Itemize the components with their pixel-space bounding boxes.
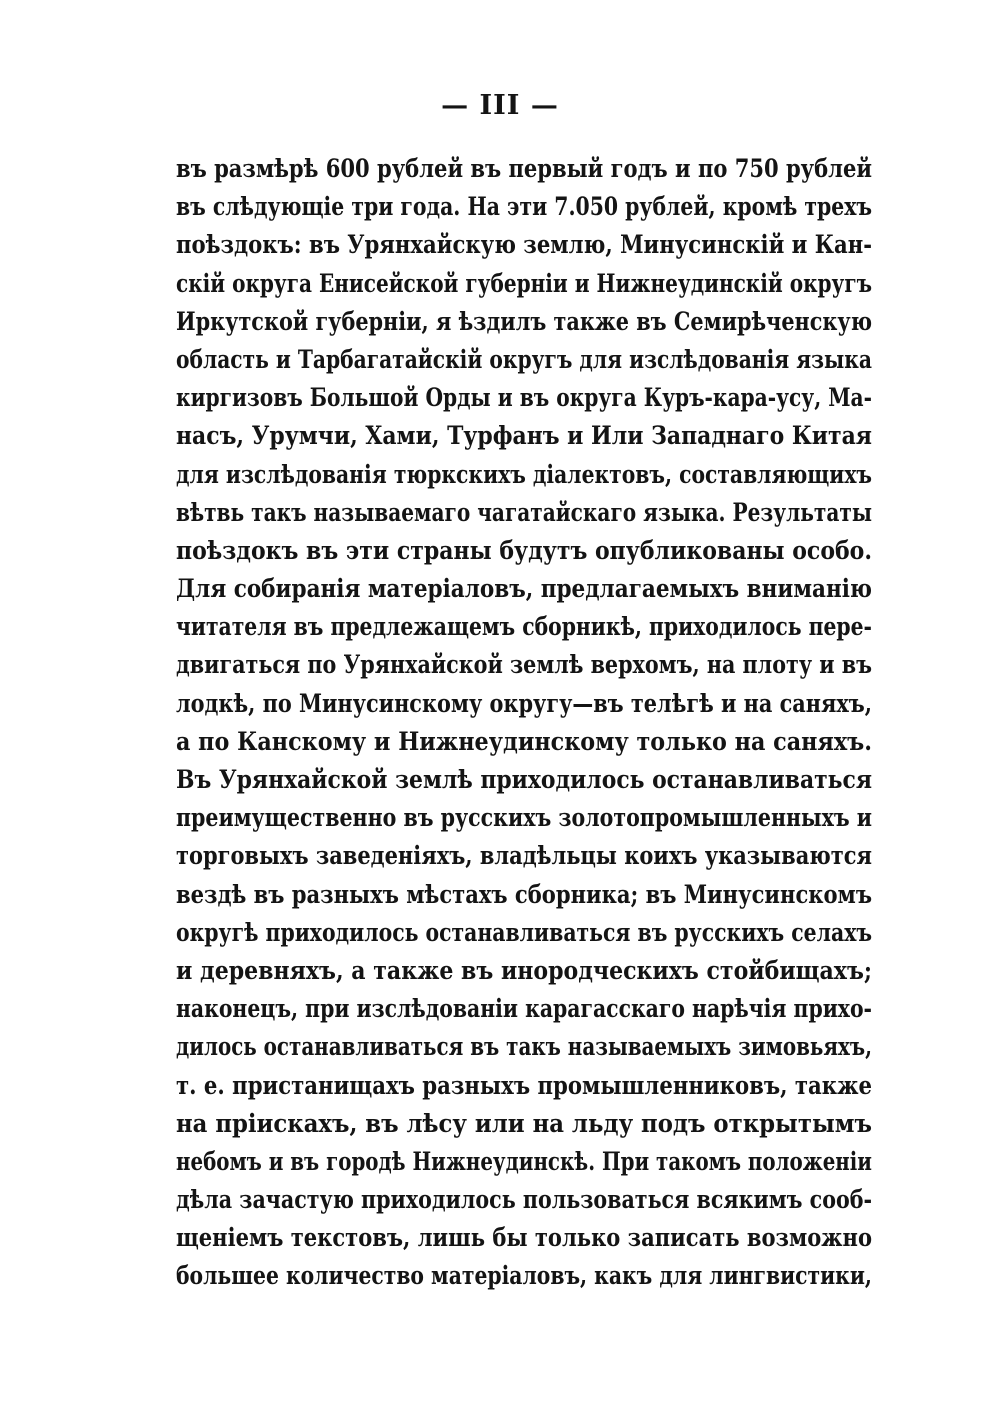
text-line: наконецъ, при изслѣдованіи карагасскаго нарѣчія прихо- xyxy=(176,994,872,1024)
text-line: скій округа Енисейской губерніи и Нижнеудинскій округъ xyxy=(176,268,872,298)
text-line: вездѣ въ разныхъ мѣстахъ сборника; въ Минусинскомъ xyxy=(176,879,872,909)
text-line: для изслѣдованія тюркскихъ діалектовъ, составляющихъ xyxy=(176,459,872,489)
text-line: въ размѣрѣ 600 рублей въ первый годъ и по 750 рублей xyxy=(176,154,872,183)
text-line: въ слѣдующіе три года. На эти 7.050 рублей, кромѣ трехъ xyxy=(176,192,872,222)
text-line: вѣтвь такъ называемаго чагатайскаго языка. Результаты xyxy=(176,497,872,527)
text-line: на пріискахъ, въ лѣсу или на льду подъ открытымъ xyxy=(176,1108,872,1138)
page-number: — III — xyxy=(441,90,559,121)
text-line: большее количество матеріаловъ, какъ для лингвистики, xyxy=(176,1261,872,1291)
text-line: Для собиранія матеріаловъ, предлагаемыхъ вниманію xyxy=(176,574,872,604)
text-line: область и Тарбагатайскій округъ для изслѣдованія языка xyxy=(176,344,872,374)
text-line: т. е. пристанищахъ разныхъ промышленниковъ, также xyxy=(176,1070,872,1100)
text-line: читателя въ предлежащемъ сборникѣ, приходилось пере- xyxy=(176,612,872,642)
text-line: преимущественно въ русскихъ золотопромышленныхъ и xyxy=(176,803,872,833)
text-line: поѣздокъ: въ Урянхайскую землю, Минусинскій и Кан- xyxy=(176,230,872,260)
text-line: щеніемъ текстовъ, лишь бы только записать возможно xyxy=(176,1223,872,1253)
text-line: торговыхъ заведеніяхъ, владѣльцы коихъ указываются xyxy=(176,841,872,871)
text-line: киргизовъ Большой Орды и въ округа Куръ-кара-усу, Ма- xyxy=(176,383,872,413)
text-line: дѣла зачастую приходилось пользоваться всякимъ сооб- xyxy=(176,1185,872,1215)
text-line: дилось останавливаться въ такъ называемыхъ зимовьяхъ, xyxy=(176,1032,872,1062)
text-line: и деревняхъ, а также въ инородческихъ стойбищахъ; xyxy=(176,955,872,985)
text-line: небомъ и въ городѣ Нижнеудинскѣ. При такомъ положеніи xyxy=(176,1146,872,1176)
text-line: поѣздокъ въ эти страны будутъ опубликованы особо. xyxy=(176,535,872,565)
text-line: Въ Урянхайской землѣ приходилось останавливаться xyxy=(176,765,872,794)
text-line: лодкѣ, по Минусинскому округу—въ телѣгѣ и на саняхъ, xyxy=(176,688,872,718)
text-line: Иркутской губерніи, я ѣздилъ также въ Семирѣченскую xyxy=(176,306,872,336)
text-line: двигаться по Урянхайской землѣ верхомъ, на плоту и въ xyxy=(176,650,872,680)
text-line: насъ, Урумчи, Хами, Турфанъ и Или Западнаго Китая xyxy=(176,421,872,451)
text-line: округѣ приходилось останавливаться въ русскихъ селахъ xyxy=(176,917,872,947)
body-text xyxy=(176,150,872,1296)
text-line: а по Канскому и Нижнеудинскому только на саняхъ. xyxy=(176,726,872,756)
